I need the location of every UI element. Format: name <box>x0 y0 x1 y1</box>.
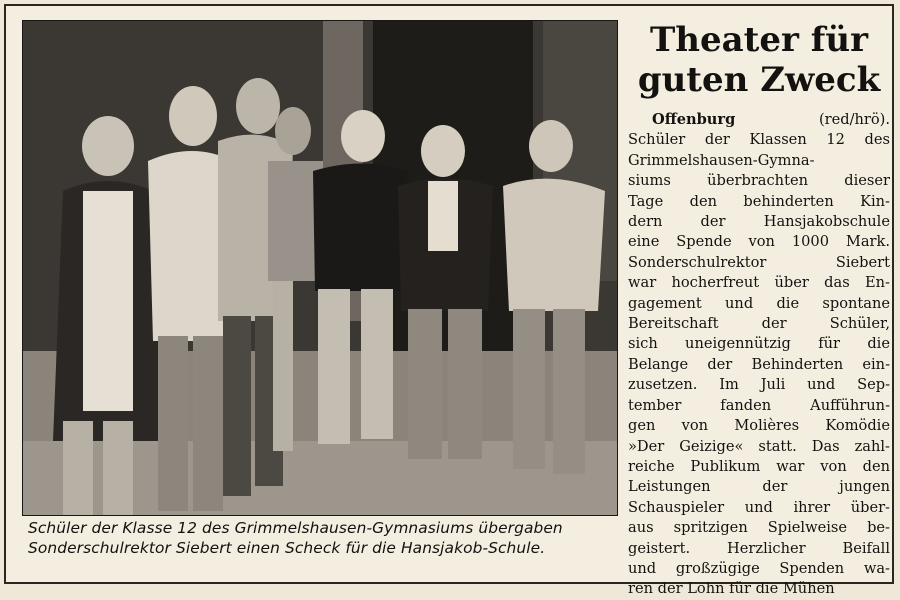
article-line: Belange der Behinderten ein- <box>628 355 890 373</box>
article-line: siums überbrachten dieser <box>628 172 890 190</box>
article-line: Leistungen der jungen <box>628 478 890 496</box>
article-line: eine Spende von 1000 Mark. <box>628 233 890 251</box>
article-body <box>628 110 890 600</box>
dateline <box>628 110 890 130</box>
article-line: ren der Lohn für die Mühen <box>628 580 835 598</box>
article-line: geistert. Herzlicher Beifall <box>628 539 890 557</box>
dateline-place: Offenburg <box>652 111 736 128</box>
headline: Theater für guten Zweck <box>637 20 881 100</box>
article-line: sich uneigennützig für die <box>628 335 890 353</box>
article-line: Tage den behinderten Kin- <box>628 192 890 210</box>
photo-caption: Schüler der Klasse 12 des Grimmelshausen-Gymnasiums übergaben Sonderschulrektor Siebert einen Scheck für die Hansjakob-Schule. <box>28 519 563 557</box>
article-line: gen von Molières Komödie <box>628 417 890 435</box>
article-text <box>628 130 890 599</box>
article-line: Schauspieler und ihrer über- <box>628 498 890 516</box>
article-line: und großzügige Spenden wa- <box>628 559 890 577</box>
article-line: Grimmelshausen-Gymna- <box>628 151 815 169</box>
group-photo <box>22 20 618 516</box>
article-line: tember fanden Aufführun- <box>628 396 890 414</box>
article-line: Sonderschulrektor Siebert <box>628 253 890 271</box>
article-line: dern der Hansjakobschule <box>628 213 890 231</box>
article-line: zusetzen. Im Juli und Sep- <box>628 376 890 394</box>
article-line: reiche Publikum war von den <box>628 457 890 475</box>
article-line: gagement und die spontane <box>628 294 890 312</box>
newspaper-clipping <box>4 4 894 598</box>
article-line: Bereitschaft der Schüler, <box>628 315 890 333</box>
dateline-credit: (red/hrö). <box>818 111 890 128</box>
article-line: »Der Geizige« statt. Das zahl- <box>628 437 890 455</box>
article-line: Schüler der Klassen 12 des <box>628 131 890 149</box>
article-line: war hocherfreut über das En- <box>628 274 890 292</box>
article-line: aus spritzigen Spielweise be- <box>628 519 890 537</box>
